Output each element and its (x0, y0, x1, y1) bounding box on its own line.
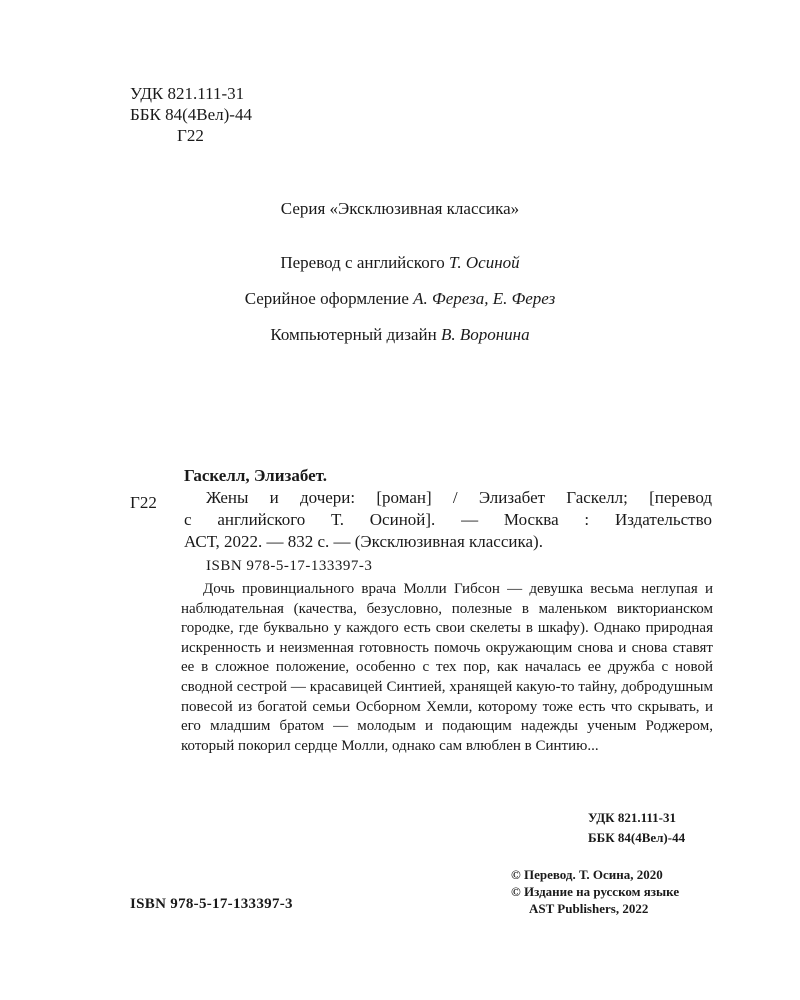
computer-designer-name: В. Воронина (440, 325, 530, 344)
copyright-edition: © Издание на русском языке (511, 884, 680, 899)
catalog-line-3: АСТ, 2022. — 832 с. — (Эксклюзивная классика). (184, 532, 543, 551)
bottom-isbn: ISBN 978-5-17-133397-3 (130, 896, 293, 912)
annotation-text: Дочь провинциального врача Молли Гибсон — девушка весьма неглупая и наблюдательная (качества, безусловно, полезные в маленьком викторианском городке, где буквально у каждого есть свои скелеты в шкафу). Однако природная искренность и неизменная готовность помочь окружающим снова и снова ставят ее в сложное положение, особенно с тех пор, как началась ее дружба с новой сводной сестрой — красавицей Синтией, хранящей какую-то тайну, добродушным повесой из богатой семьи Осборном Хемли, которому тоже есть что скрывать, и его младшим братом — молодым и подающим надежды ученым Роджером, который покорил сердце Молли, однако сам влюблен в Синтию... (181, 581, 713, 754)
translation-credit (0, 253, 800, 273)
udk-code: УДК 821.111-31 (130, 84, 245, 103)
computer-design-credit (0, 325, 800, 345)
translation-label: Перевод с английского (280, 253, 445, 272)
series-line: Серия «Эксклюзивная классика» (280, 199, 520, 218)
design-credit (0, 289, 800, 309)
catalog-line-1: Жены и дочери: [роман] / Элизабет Гаскелл; [перевод (206, 488, 712, 507)
design-label: Серийное оформление (244, 289, 409, 308)
computer-design-label: Компьютерный дизайн (270, 325, 437, 344)
catalog-isbn: ISBN 978-5-17-133397-3 (206, 558, 373, 574)
bottom-udk: УДК 821.111-31 (588, 810, 676, 825)
catalog-author-mark: Г22 (130, 493, 157, 512)
designer-names: А. Фереза, Е. Ферез (413, 289, 556, 308)
catalog-author: Гаскелл, Элизабет. (184, 466, 327, 485)
author-mark: Г22 (177, 126, 204, 145)
translator-name: Т. Осиной (449, 253, 520, 272)
bottom-bbk: ББК 84(4Вел)-44 (588, 830, 686, 845)
copyright-block (511, 866, 679, 917)
bottom-classification (588, 808, 685, 848)
copyright-publisher: AST Publishers, 2022 (529, 901, 649, 916)
classification-codes (130, 83, 252, 146)
catalog-entry (184, 465, 712, 553)
copyright-translation: © Перевод. Т. Осина, 2020 (511, 867, 663, 882)
bbk-code: ББК 84(4Вел)-44 (130, 105, 252, 124)
catalog-line-2: с английского Т. Осиной]. — Москва : Издательство (184, 510, 712, 529)
